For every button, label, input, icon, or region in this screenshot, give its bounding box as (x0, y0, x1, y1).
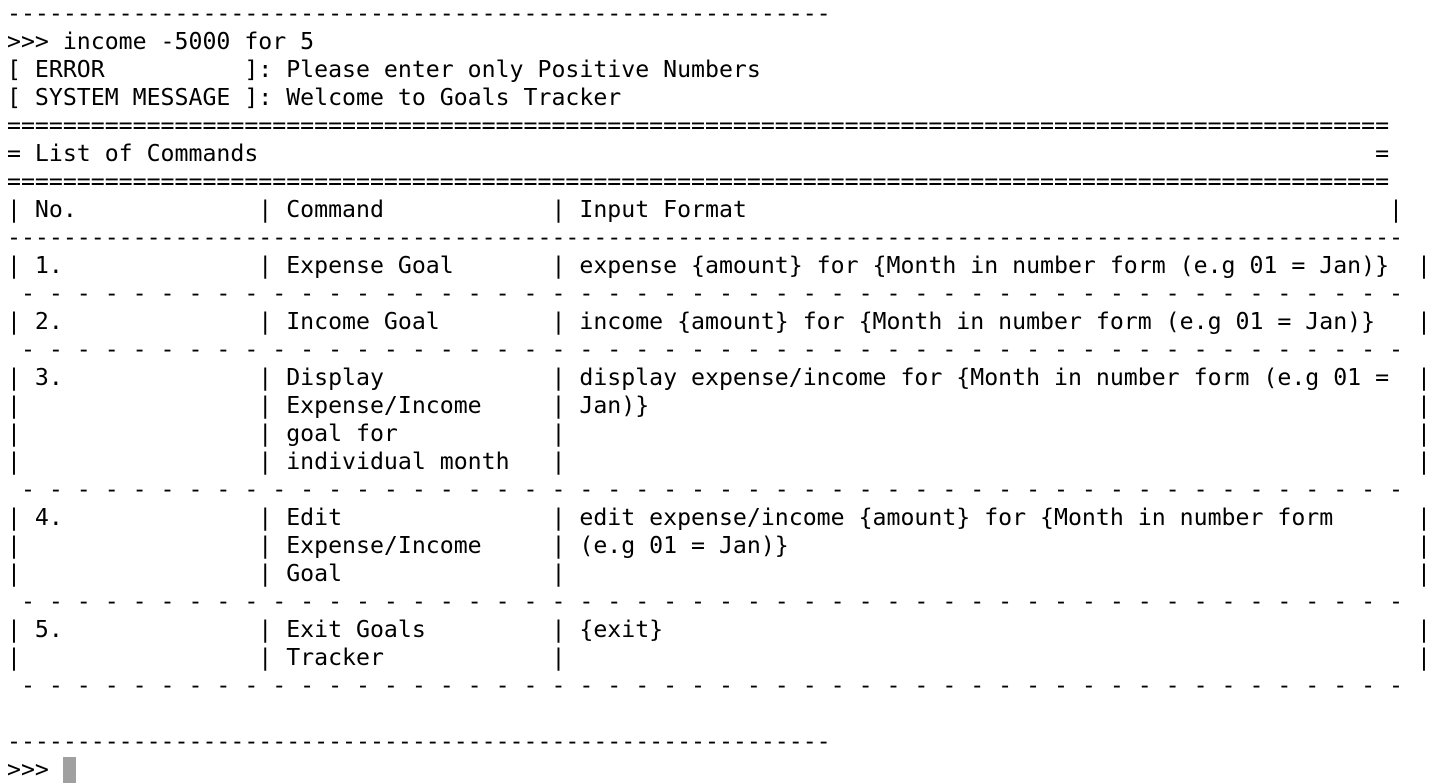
table-header-row: | No. | Command | Input Format | (7, 196, 1404, 223)
command-input-line[interactable] (7, 756, 1450, 784)
row-separator: - - - - - - - - - - - - - - - - - - - - - - - - - - - - - - - - - - - - - - - - - - - - - - - - - - (7, 588, 1404, 615)
blank-line (7, 700, 1450, 728)
table-row-continuation: | | Expense/Income | (e.g 01 = Jan)} | (7, 532, 1431, 559)
table-row: | 3. | Display | display expense/income for {Month in number form (e.g 01 = | (7, 364, 1431, 391)
table-row: | 1. | Expense Goal | expense {amount} for {Month in number form (e.g 01 = Jan)} | (7, 252, 1431, 279)
table-row: | 5. | Exit Goals | {exit} | (7, 616, 1431, 643)
table-row-continuation: | | Tracker | | (7, 644, 1431, 671)
row-separator: - - - - - - - - - - - - - - - - - - - - - - - - - - - - - - - - - - - - - - - - - - - - - - - - - - (7, 476, 1404, 503)
table-row-continuation: | | goal for | | (7, 420, 1431, 447)
table-border-top: =================================================================================================== (7, 112, 1390, 139)
separator-line: ----------------------------------------------------------- (7, 728, 831, 755)
previous-command: >>> income -5000 for 5 (7, 28, 315, 55)
table-row-continuation: | | individual month | | (7, 448, 1431, 475)
table-row: | 4. | Edit | edit expense/income {amount} for {Month in number form | (7, 504, 1431, 531)
table-header-separator: ---------------------------------------------------------------------------------------------------- (7, 224, 1404, 251)
prompt-symbol: >>> (7, 756, 63, 783)
system-message: [ SYSTEM MESSAGE ]: Welcome to Goals Tracker (7, 84, 622, 111)
row-separator: - - - - - - - - - - - - - - - - - - - - - - - - - - - - - - - - - - - - - - - - - - - - - - - - - - (7, 672, 1404, 699)
row-separator: - - - - - - - - - - - - - - - - - - - - - - - - - - - - - - - - - - - - - - - - - - - - - - - - - - (7, 336, 1404, 363)
table-row-continuation: | | Expense/Income | Jan)} | (7, 392, 1431, 419)
row-separator: - - - - - - - - - - - - - - - - - - - - - - - - - - - - - - - - - - - - - - - - - - - - - - - - - - (7, 280, 1404, 307)
cursor-block (63, 757, 76, 783)
table-border: =================================================================================================== (7, 168, 1390, 195)
error-message: [ ERROR ]: Please enter only Positive Numbers (7, 56, 761, 83)
table-row: | 2. | Income Goal | income {amount} for {Month in number form (e.g 01 = Jan)} | (7, 308, 1431, 335)
separator-line: ----------------------------------------------------------- (7, 0, 831, 27)
table-title: = List of Commands = (7, 140, 1390, 167)
table-row-continuation: | | Goal | | (7, 560, 1431, 587)
